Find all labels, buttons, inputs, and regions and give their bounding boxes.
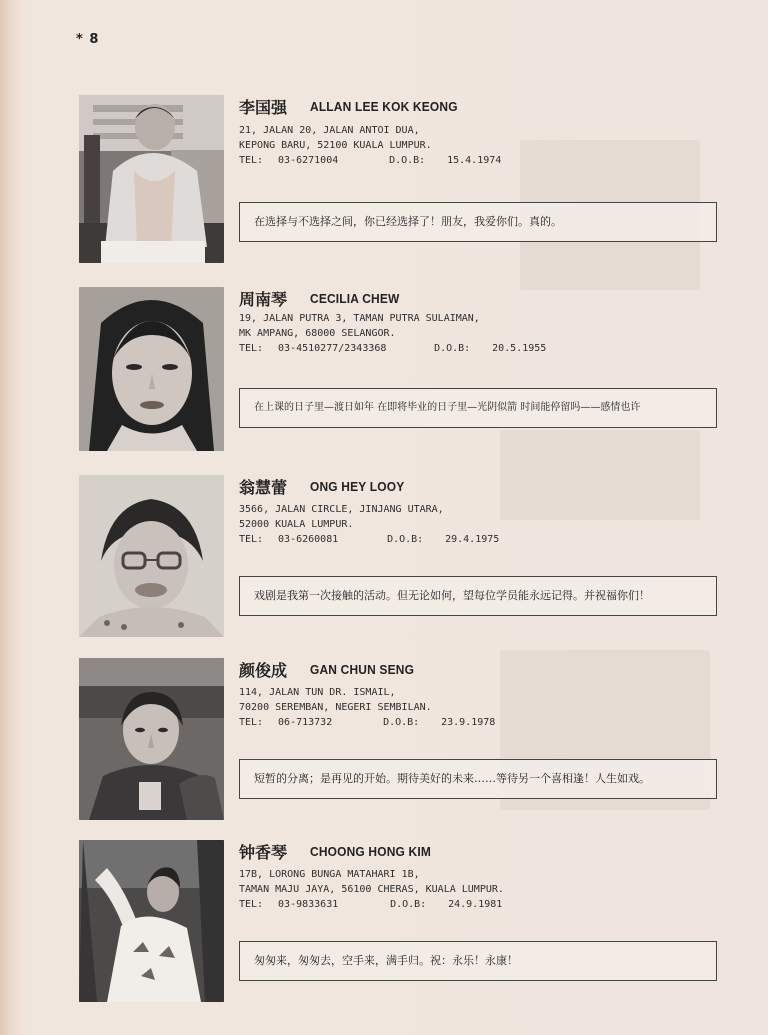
student-entry-4 <box>79 658 719 823</box>
contact-row <box>239 715 495 730</box>
student-quote-box: 匆匆来，匆匆去，空手来，满手归。祝：永乐！永康！ <box>239 941 717 981</box>
student-entry-2 <box>79 287 719 452</box>
student-chinese-name: 李国强 <box>239 98 288 117</box>
tel-label: TEL: <box>239 899 264 910</box>
date-of-birth: 29.4.1975 <box>445 534 500 545</box>
address-line: KEPONG BARU, 52100 KUALA LUMPUR. <box>239 140 432 151</box>
student-name-row-2 <box>239 287 407 310</box>
date-of-birth: 23.9.1978 <box>441 717 496 728</box>
date-of-birth: 15.4.1974 <box>447 155 502 166</box>
student-name-row-5 <box>239 840 442 863</box>
dob-label: D.O.B: <box>390 899 427 910</box>
telephone-number: 06-713732 <box>278 717 333 728</box>
tel-label: TEL: <box>239 155 264 166</box>
address-line: 70200 SEREMBAN, NEGERI SEMBILAN. <box>239 702 432 713</box>
student-photo-3-image <box>79 475 224 637</box>
address-line: 3566, JALAN CIRCLE, JINJANG UTARA, <box>239 504 444 515</box>
student-chinese-name: 周南琴 <box>239 290 288 309</box>
student-photo-5 <box>79 840 224 1002</box>
student-address <box>239 123 432 153</box>
student-chinese-name: 钟香琴 <box>239 843 288 862</box>
student-quote-box: 短暂的分离；是再见的开始。期待美好的未来……等待另一个喜相逢！人生如戏。 <box>239 759 717 799</box>
dob-label: D.O.B: <box>387 534 424 545</box>
student-entry-5 <box>79 840 719 1005</box>
address-line: 114, JALAN TUN DR. ISMAIL, <box>239 687 396 698</box>
student-name-row-4 <box>239 658 423 681</box>
student-entry-1 <box>79 95 719 265</box>
tel-label: TEL: <box>239 717 264 728</box>
student-english-name: CHOONG HONG KIM <box>310 844 432 859</box>
student-photo-5-image <box>79 840 224 1002</box>
student-english-name: ONG HEY LOOY <box>310 479 405 494</box>
contact-row <box>239 341 546 356</box>
student-photo-2 <box>79 287 224 451</box>
student-photo-1 <box>79 95 224 263</box>
tel-label: TEL: <box>239 534 264 545</box>
dob-label: D.O.B: <box>383 717 420 728</box>
student-photo-2-image <box>79 287 224 451</box>
student-english-name: GAN CHUN SENG <box>310 662 415 677</box>
student-quote-box: 戏剧是我第一次接触的活动。但无论如何，望每位学员能永远记得。并祝福你们！ <box>239 576 717 616</box>
telephone-number: 03-4510277/2343368 <box>278 343 387 354</box>
student-address <box>239 311 480 341</box>
student-photo-4 <box>79 658 224 820</box>
student-quote-box: 在选择与不选择之间，你已经选择了！朋友，我爱你们。真的。 <box>239 202 717 242</box>
dob-label: D.O.B: <box>434 343 471 354</box>
telephone-number: 03-6260081 <box>278 534 339 545</box>
student-chinese-name: 翁慧蕾 <box>239 478 288 497</box>
page-binding <box>0 0 26 1035</box>
address-line: MK AMPANG, 68000 SELANGOR. <box>239 328 396 339</box>
tel-label: TEL: <box>239 343 264 354</box>
telephone-number: 03-9833631 <box>278 899 339 910</box>
student-quote-box: 在上课的日子里—渡日如年 在即将毕业的日子里—光阴似箭 时间能停留吗——感情也许 <box>239 388 717 428</box>
student-chinese-name: 颜俊成 <box>239 661 288 680</box>
student-entry-3 <box>79 475 719 640</box>
student-address <box>239 867 504 897</box>
student-photo-3 <box>79 475 224 637</box>
address-line: TAMAN MAJU JAYA, 56100 CHERAS, KUALA LUMPUR. <box>239 884 504 895</box>
address-line: 19, JALAN PUTRA 3, TAMAN PUTRA SULAIMAN, <box>239 313 480 324</box>
student-english-name: ALLAN LEE KOK KEONG <box>310 99 458 114</box>
date-of-birth: 20.5.1955 <box>492 343 547 354</box>
address-line: 17B, LORONG BUNGA MATAHARI 1B, <box>239 869 420 880</box>
address-line: 21, JALAN 20, JALAN ANTOI DUA, <box>239 125 420 136</box>
contact-row <box>239 897 502 912</box>
student-address <box>239 685 432 715</box>
page-number: * 8 <box>76 32 100 47</box>
date-of-birth: 24.9.1981 <box>448 899 503 910</box>
telephone-number: 03-6271004 <box>278 155 339 166</box>
student-photo-1-image <box>79 95 224 263</box>
student-name-row-3 <box>239 475 413 498</box>
student-photo-4-image <box>79 658 224 820</box>
student-address <box>239 502 444 532</box>
student-english-name: CECILIA CHEW <box>310 291 400 306</box>
contact-row <box>239 532 499 547</box>
contact-row <box>239 153 501 168</box>
dob-label: D.O.B: <box>389 155 426 166</box>
address-line: 52000 KUALA LUMPUR. <box>239 519 354 530</box>
student-name-row-1 <box>239 95 471 118</box>
